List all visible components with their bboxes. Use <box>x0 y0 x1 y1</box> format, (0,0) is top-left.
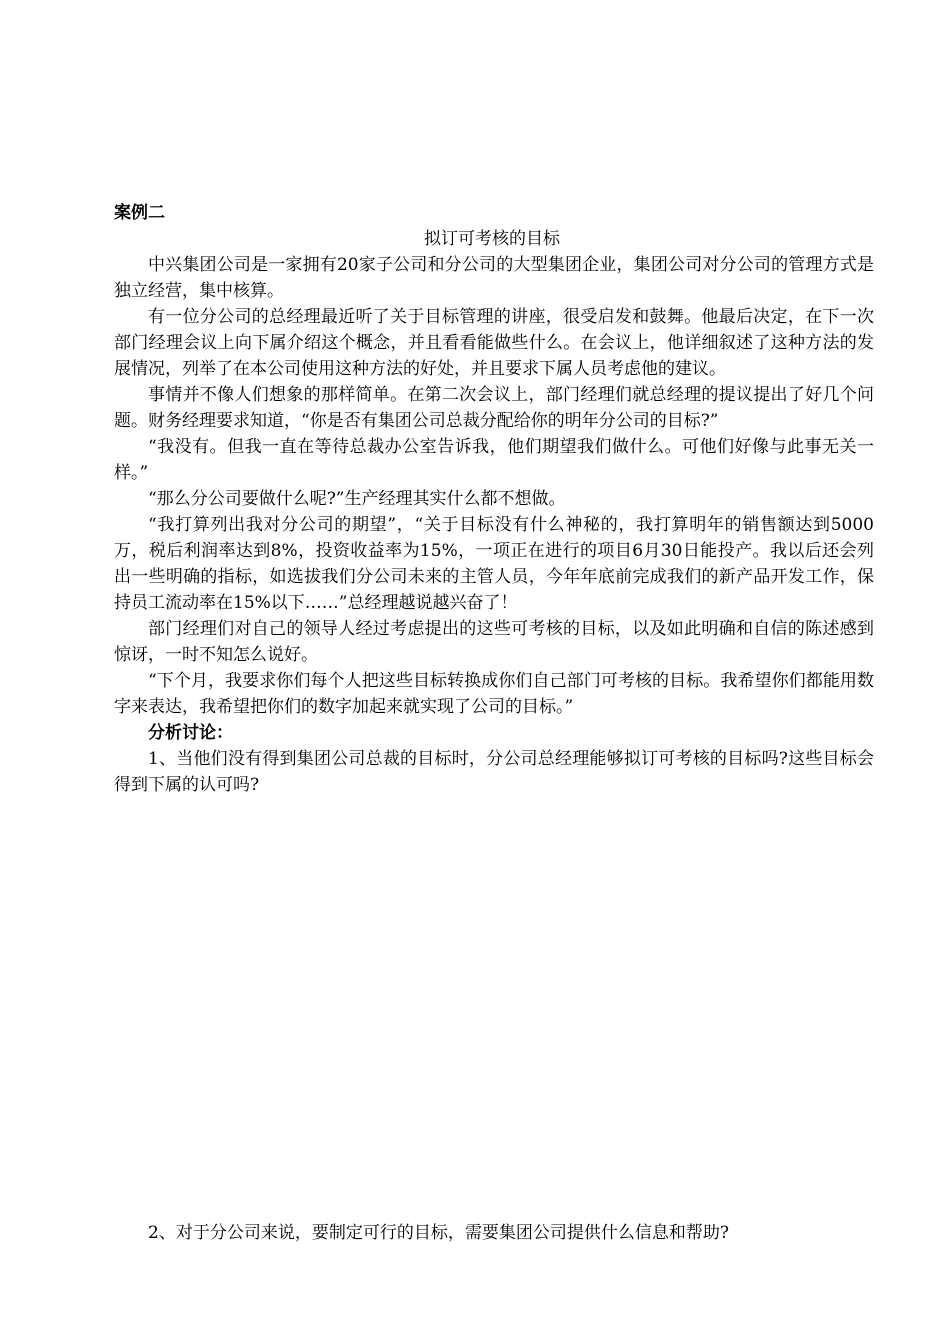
discussion-heading: 分析讨论： <box>148 723 233 743</box>
discussion-question-2: 2、对于分公司来说，要制定可行的目标，需要集团公司提供什么信息和帮助? <box>148 1223 729 1243</box>
case-label: 案例二 <box>114 203 165 223</box>
paragraph-1: 中兴集团公司是一家拥有20家子公司和分公司的大型集团企业，集团公司对分公司的管理方式是独立经营，集中核算。 <box>114 255 874 301</box>
paragraph-2: 有一位分公司的总经理最近听了关于目标管理的讲座，很受启发和鼓舞。他最后决定，在下一次部门经理会议上向下属介绍这个概念，并且看看能做些什么。在会议上，他详细叙述了这种方法的发展情况，列举了在本公司使用这种方法的好处，并且要求下属人员考虑他的建议。 <box>114 307 874 379</box>
paragraph-4: “我没有。但我一直在等待总裁办公室告诉我，他们期望我们做什么。可他们好像与此事无关一样。” <box>114 437 874 483</box>
paragraph-6: “我打算列出我对分公司的期望”，“关于目标没有什么神秘的，我打算明年的销售额达到5000万，税后利润率达到8%，投资收益率为15%，一项正在进行的项目6月30日能投产。我以后还会列出一些明确的指标，如选拔我们分公司未来的主管人员，今年年底前完成我们的新产品开发工作，保持员工流动率在15%以下……”总经理越说越兴奋了！ <box>114 515 874 613</box>
paragraph-8: “下个月，我要求你们每个人把这些目标转换成你们自己部门可考核的目标。我希望你们都能用数字来表达，我希望把你们的数字加起来就实现了公司的目标。” <box>114 671 874 717</box>
document-body <box>114 200 874 798</box>
document-title: 拟订可考核的目标 <box>424 229 560 249</box>
paragraph-7: 部门经理们对自己的领导人经过考虑提出的这些可考核的目标，以及如此明确和自信的陈述感到惊讶，一时不知怎么说好。 <box>114 619 874 665</box>
paragraph-5: “那么分公司要做什么呢?”生产经理其实什么都不想做。 <box>148 489 566 509</box>
discussion-question-1: 1、当他们没有得到集团公司总裁的目标时，分公司总经理能够拟订可考核的目标吗?这些目标会得到下属的认可吗? <box>114 749 874 795</box>
paragraph-3: 事情并不像人们想象的那样简单。在第二次会议上，部门经理们就总经理的提议提出了好几个问题。财务经理要求知道，“你是否有集团公司总裁分配给你的明年分公司的目标?” <box>114 385 874 431</box>
